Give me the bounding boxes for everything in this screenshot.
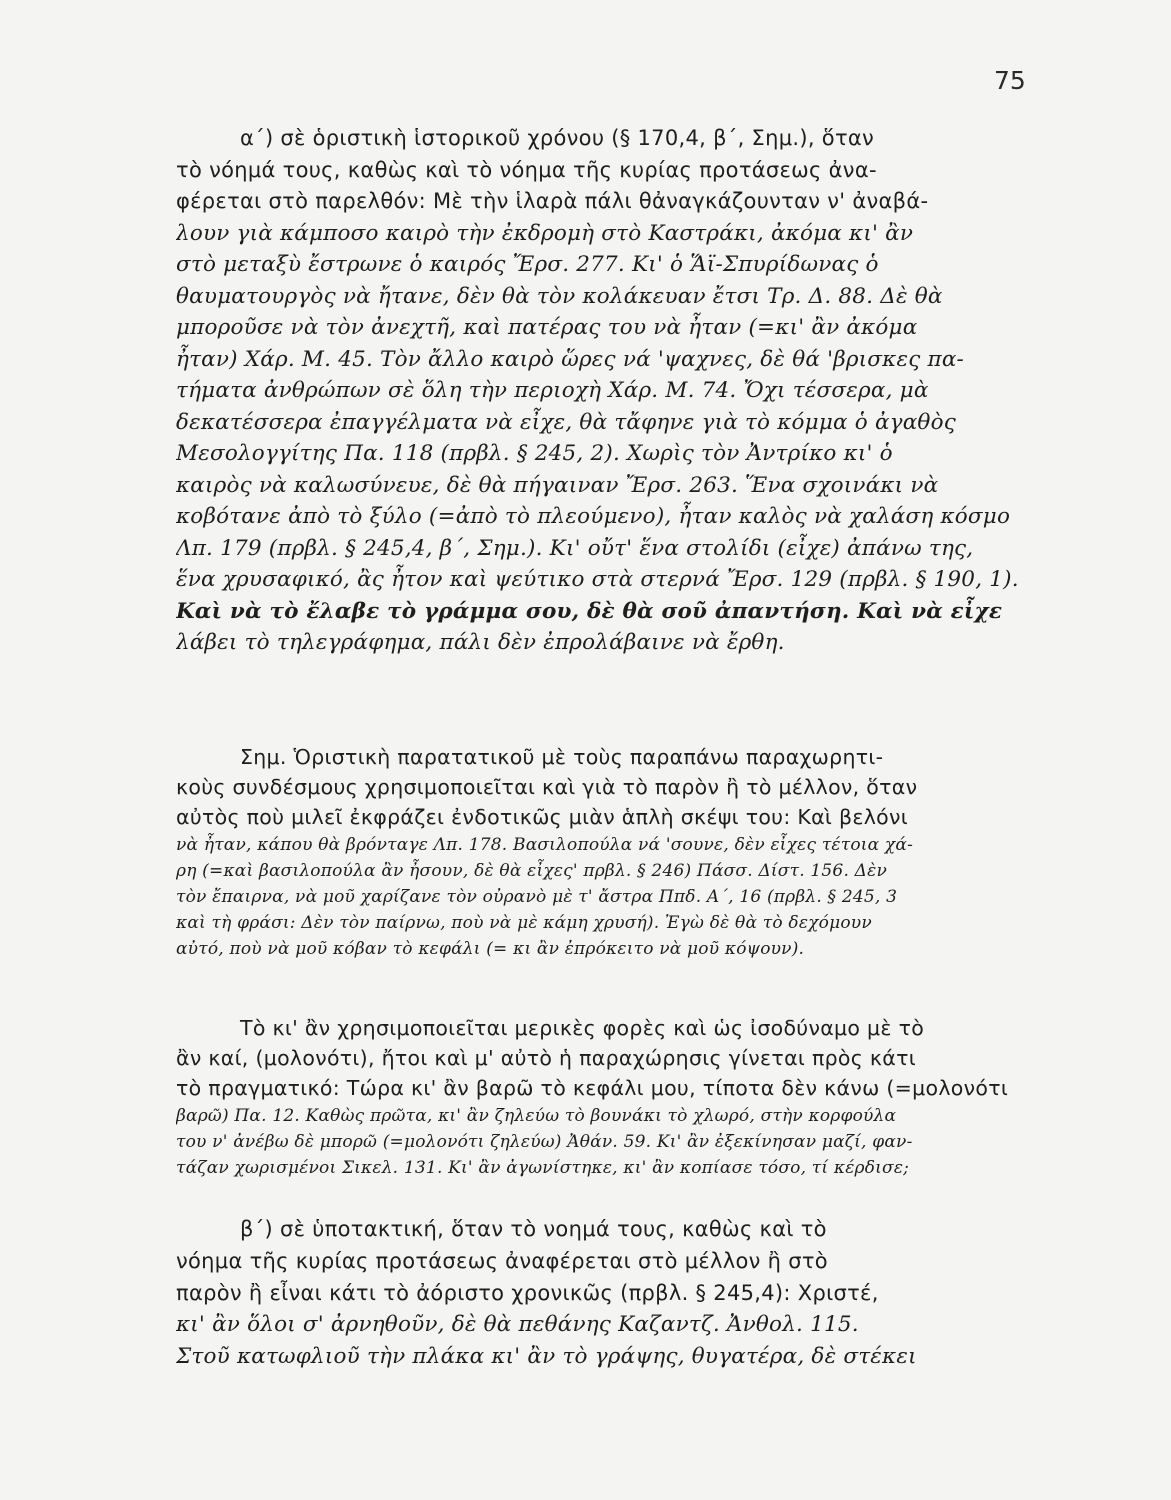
text-line: Τὸ κι' ἂν χρησιμοποιεῖται μερικὲς φορὲς καὶ ὡς ἰσοδύναμο μὲ τὸ bbox=[240, 1016, 925, 1040]
text-line: Λπ. 179 (πρβλ. § 245,4, β΄, Σημ.). Κι' οὔτ' ἕνα στολίδι (εἶχε) ἀπάνω της, bbox=[176, 535, 974, 561]
text-line: τήματα ἀνθρώπων σὲ ὅλη τὴν περιοχὴ Χάρ. Μ. 74. Ὄχι τέσσερα, μὰ bbox=[176, 378, 929, 403]
text-line: κι' ἂν ὅλοι σ' ἀρνηθοῦν, δὲ θὰ πεθάνης Καζαντζ. Ἀνθολ. 115. bbox=[176, 1312, 859, 1337]
text-line: κοὺς συνδέσμους χρησιμοποιεῖται καὶ γιὰ τὸ παρὸν ἢ τὸ μέλλον, ὅταν bbox=[176, 775, 918, 799]
text-line: Μεσολογγίτης Πα. 118 (πρβλ. § 245, 2). Χωρὶς τὸν Ἀντρίκο κι' ὁ bbox=[176, 441, 893, 466]
text-line: νὰ ἦταν, κάπου θὰ βρόνταγε Λπ. 178. Βασιλοπούλα νά 'σουνε, δὲν εἶχες τέτοια χά- bbox=[176, 835, 914, 855]
text-line: ἕνα χρυσαφικό, ἂς ἦτον καὶ ψεύτικο στὰ στερνά Ἔρσ. 129 (πρβλ. § 190, 1). bbox=[176, 567, 1019, 592]
text-line: τὸ νόημά τους, καθὼς καὶ τὸ νόημα τῆς κυρίας προτάσεως ἀνα- bbox=[176, 157, 877, 182]
text-line: ἂν καί, (μολονότι), ἤτοι καὶ μ' αὐτὸ ἡ παραχώρησις γίνεται πρὸς κάτι bbox=[176, 1046, 916, 1070]
text-line: λουν γιὰ κάμποσο καιρὸ τὴν ἐκδρομὴ στὸ Καστράκι, ἀκόμα κι' ἂν bbox=[176, 220, 914, 246]
text-line: τὸν ἔπαιρνα, νὰ μοῦ χαρίζανε τὸν οὐρανὸ μὲ τ' ἄστρα Ππδ. Α΄, 16 (πρβλ. § 245, 3 bbox=[176, 887, 898, 907]
page-number: 75 bbox=[994, 66, 1026, 95]
ki-an-paragraph bbox=[176, 1013, 1038, 1181]
text-line: αὐτό, ποὺ νὰ μοῦ κόβαν τὸ κεφάλι (= κι ἂν ἐπρόκειτο νὰ μοῦ κόψουν). bbox=[176, 939, 805, 959]
text-line: α΄) σὲ ὁριστικὴ ἱστορικοῦ χρόνου (§ 170,4, β΄, Σημ.), ὅταν bbox=[240, 126, 875, 150]
text-line: φέρεται στὸ παρελθόν: Μὲ τὴν ἱλαρὰ πάλι θἀναγκάζουνταν ν' ἀναβά- bbox=[176, 189, 929, 213]
text-line: νόημα τῆς κυρίας προτάσεως ἀναφέρεται στὸ μέλλον ἢ στὸ bbox=[176, 1249, 828, 1273]
text-line: λάβει τὸ τηλεγράφημα, πάλι δὲν ἐπρολάβαινε νὰ ἔρθη. bbox=[176, 630, 785, 655]
text-line: αὐτὸς ποὺ μιλεῖ ἐκφράζει ἐνδοτικῶς μιὰν ἁπλὴ σκέψι του: Καὶ βελόνι bbox=[176, 805, 908, 829]
section-a-paragraph bbox=[176, 123, 1038, 659]
text-line: μποροῦσε νὰ τὸν ἀνεχτῆ, καὶ πατέρας του νὰ ἦταν (=κι' ἂν ἀκόμα bbox=[176, 315, 918, 340]
text-line: ἦταν) Χάρ. Μ. 45. Τὸν ἄλλο καιρὸ ὥρες νά 'ψαχνες, δὲ θά 'βρισκες πα- bbox=[176, 346, 964, 372]
text-line: β΄) σὲ ὑποτακτική, ὅταν τὸ νοημά τους, καθὼς καὶ τὸ bbox=[240, 1217, 827, 1241]
text-line: καὶ τὴ φράσι: Δὲν τὸν παίρνω, ποὺ νὰ μὲ κάμη χρυσή). Ἐγὼ δὲ θὰ τὸ δεχόμουν bbox=[176, 913, 872, 933]
note-paragraph bbox=[176, 742, 1038, 962]
text-line: τὸ πραγματικό: Τώρα κι' ἂν βαρῶ τὸ κεφάλι μου, τίποτα δὲν κάνω (=μολονότι bbox=[176, 1076, 1009, 1100]
text-line: Σημ. Ὁριστικὴ παρατατικοῦ μὲ τοὺς παραπάνω παραχωρητι- bbox=[240, 745, 884, 769]
text-line: στὸ μεταξὺ ἔστρωνε ὁ καιρός Ἔρσ. 277. Κι' ὁ Ἅϊ-Σπυρίδωνας ὁ bbox=[176, 252, 879, 277]
text-line: καιρὸς νὰ καλωσύνευε, δὲ θὰ πήγαιναν Ἔρσ. 263. Ἕνα σχοινάκι νὰ bbox=[176, 472, 939, 498]
text-line: ρη (=καὶ βασιλοπούλα ἂν ἦσουν, δὲ θὰ εἶχες' πρβλ. § 246) Πάσσ. Δίστ. 156. Δὲν bbox=[176, 861, 887, 881]
text-line: βαρῶ) Πα. 12. Καθὼς πρῶτα, κι' ἂν ζηλεύω τὸ βουνάκι τὸ χλωρό, στὴν κορφούλα bbox=[176, 1106, 897, 1126]
text-line: θαυματουργὸς νὰ ἤτανε, δὲν θὰ τὸν κολάκευαν ἔτσι Τρ. Δ. 88. Δὲ θὰ bbox=[176, 283, 943, 309]
section-b-paragraph bbox=[176, 1213, 1038, 1373]
text-line: δεκατέσσερα ἐπαγγέλματα νὰ εἶχε, θὰ τἄφηνε γιὰ τὸ κόμμα ὁ ἀγαθὸς bbox=[176, 409, 956, 435]
text-line: Καὶ νὰ τὸ ἔλαβε τὸ γράμμα σου, δὲ θὰ σοῦ ἀπαντήση. Καὶ νὰ εἶχε bbox=[176, 598, 1003, 624]
text-line: του ν' ἀνέβω δὲ μπορῶ (=μολονότι ζηλεύω) Ἀθάν. 59. Κι' ἂν ἐξεκίνησαν μαζί, φαν- bbox=[176, 1132, 913, 1152]
text-line: παρὸν ἢ εἶναι κάτι τὸ ἀόριστο χρονικῶς (πρβλ. § 245,4): Χριστέ, bbox=[176, 1281, 879, 1305]
text-line: κοβότανε ἀπὸ τὸ ξύλο (=ἀπὸ τὸ πλεούμενο), ἦταν καλὸς νὰ χαλάση κόσμο bbox=[176, 504, 1011, 529]
text-line: τάζαν χωρισμένοι Σικελ. 131. Κι' ἂν ἀγωνίστηκε, κι' ἂν κοπίασε τόσο, τί κέρδισε; bbox=[176, 1158, 910, 1178]
text-line: Στοῦ κατωφλιοῦ τὴν πλάκα κι' ἂν τὸ γράψης, θυγατέρα, δὲ στέκει bbox=[176, 1344, 917, 1369]
